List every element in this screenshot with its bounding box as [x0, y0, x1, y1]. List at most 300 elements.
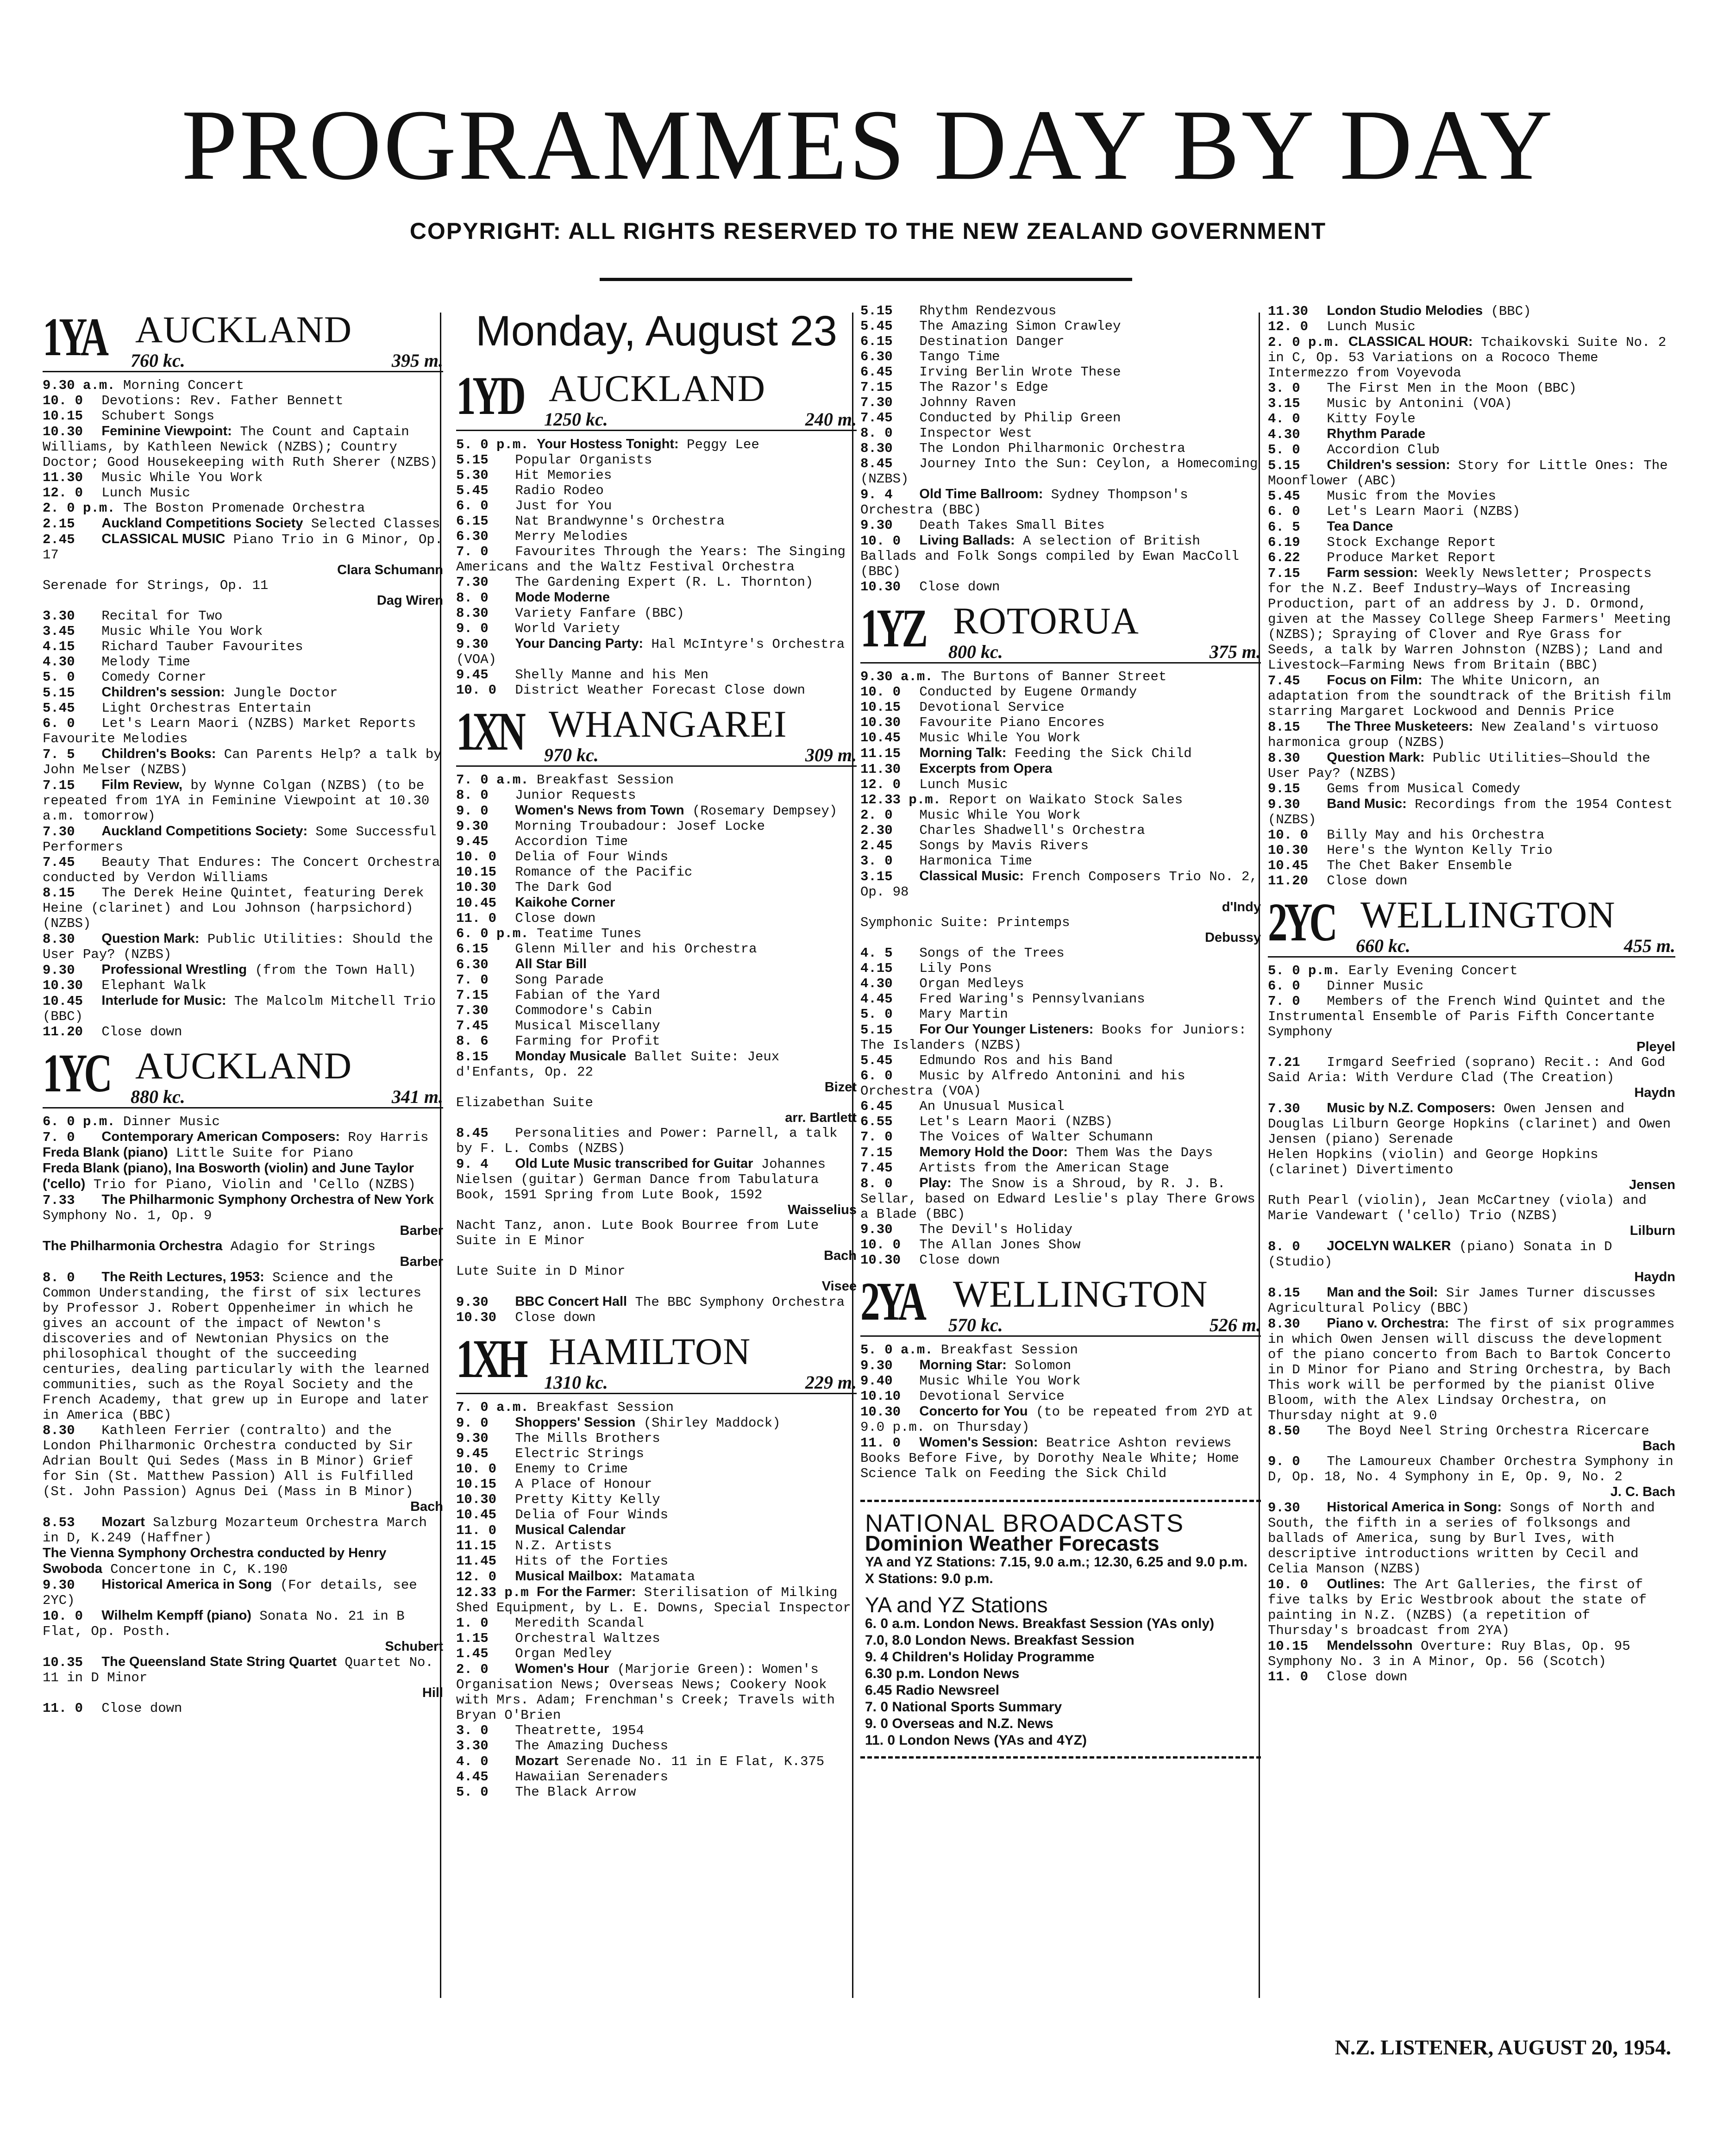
programme-title: Theatrette, 1954 — [515, 1723, 644, 1739]
programme-heading: Women's News from Town — [515, 803, 684, 818]
programme-time: 6.30 — [860, 349, 893, 364]
programme-entry — [456, 1753, 857, 1769]
programme-entry — [456, 1538, 857, 1553]
programme-entry — [860, 869, 1261, 915]
programme-time: 9.30 a.m. — [43, 378, 115, 393]
ya-yz-heading: YA and YZ Stations — [865, 1593, 1048, 1617]
programme-time: 9.45 — [456, 667, 489, 683]
programme-title: Music While You Work — [101, 624, 263, 639]
station-wavelength: 341 m. — [391, 1086, 443, 1107]
programme-title: Devotions: Rev. Father Bennett — [101, 393, 344, 408]
programme-title: Shelly Manne and his Men — [515, 667, 709, 683]
programme-time: 4.30 — [860, 976, 893, 991]
programme-time: 7.15 — [456, 988, 489, 1003]
programme-title: Little Suite for Piano — [176, 1146, 353, 1161]
programme-time: 4.15 — [43, 639, 75, 654]
programme-heading: The Three Musketeers: — [1327, 719, 1473, 734]
programme-time: 6. 0 — [43, 716, 75, 731]
programme-heading: Freda Blank (piano) — [43, 1145, 168, 1160]
programme-entry — [860, 1160, 1261, 1176]
programme-entry — [43, 1515, 443, 1546]
national-line: 9. 0 Overseas and N.Z. News — [865, 1716, 1053, 1731]
station-frequency: 800 kc. — [948, 641, 1003, 662]
programme-entry — [43, 501, 443, 516]
programme-composer: Haydn — [1634, 1085, 1675, 1100]
programme-title: Johnny Raven — [919, 395, 1016, 410]
programme-title: Edmundo Ros and his Band — [919, 1053, 1113, 1068]
programme-title: Salzburg Mozarteum Orchestra March in D, K.249 (Haffner) — [43, 1515, 427, 1546]
programme-title: Close down — [919, 1252, 1000, 1268]
programme-heading: BBC Concert Hall — [515, 1294, 627, 1309]
programme-heading: Outlines: — [1327, 1577, 1385, 1591]
footer-credit: N.Z. LISTENER, AUGUST 20, 1954. — [1335, 2035, 1671, 2059]
programme-composer: Waisselius — [788, 1202, 857, 1218]
programme-entry — [860, 1145, 1261, 1160]
programme-time: 6.30 — [456, 529, 489, 545]
programme-heading: For the Farmer: — [537, 1584, 636, 1600]
programme-entry — [456, 849, 857, 864]
programme-time: 6.22 — [1268, 550, 1300, 565]
programme-time: 6. 0 p.m. — [43, 1114, 115, 1129]
programme-entry — [1268, 827, 1675, 843]
programme-title: Symphonic Suite: Printemps — [860, 915, 1070, 930]
programme-title: Romance of the Pacific — [515, 864, 693, 880]
programme-time: 3. 0 — [860, 853, 893, 869]
programme-time: 10.30 — [1268, 843, 1309, 858]
programme-time: 10.30 — [456, 1310, 497, 1326]
programme-time: 2.30 — [860, 823, 893, 838]
station-city: AUCKLAND — [135, 308, 352, 351]
programme-title: Kitty Foyle — [1327, 411, 1416, 426]
programme-time: 9.30 a.m. — [860, 669, 933, 684]
programme-entry — [43, 1129, 443, 1145]
programme-entry — [456, 895, 857, 911]
programme-heading: The Philharmonic Symphony Orchestra of New York — [101, 1192, 434, 1207]
programme-title: Sterilisation of Milking Shed Equipment, by L. E. Downs, Special Inspector — [456, 1585, 851, 1616]
programme-entry — [456, 621, 857, 636]
programme-entry — [456, 911, 857, 926]
programme-time: 10. 0 — [456, 1461, 497, 1477]
programme-entry — [860, 761, 1261, 777]
programme-time: 7.30 — [456, 575, 489, 590]
programme-heading: Auckland Competitions Society: — [101, 824, 308, 839]
programme-time: 5. 0 — [860, 1007, 893, 1022]
programme-heading: Question Mark: — [1327, 750, 1425, 765]
programme-heading: Historical America in Song — [101, 1577, 272, 1592]
programme-title: Produce Market Report — [1327, 550, 1496, 565]
programme-time: 10.30 — [860, 715, 901, 730]
programme-title: The White Unicorn, an adaptation from the soundtrack of the British film starring Margaret Lockwood and Dennis Price — [1268, 673, 1671, 719]
programme-title: Early Evening Concert — [1348, 963, 1518, 978]
programme-entry — [1268, 978, 1675, 994]
station-call-sign: 1YD — [456, 365, 523, 426]
programme-time: 8. 6 — [456, 1033, 489, 1049]
programme-title: Irmgard Seefried (soprano) Recit.: And God Said Aria: With Verdure Clad (The Creation) — [1268, 1055, 1666, 1085]
programme-title: The Black Arrow — [515, 1785, 636, 1800]
programme-title: Favourite Piano Encores — [919, 715, 1105, 730]
programme-heading: Film Review, — [101, 777, 183, 792]
programme-list-1ya — [43, 378, 443, 1039]
programme-time: 3. 0 — [456, 1723, 489, 1739]
programme-entry — [456, 880, 857, 895]
programme-title: Music by Antonini (VOA) — [1327, 396, 1512, 411]
station-city: HAMILTON — [549, 1330, 751, 1373]
programme-time: 2. 0 — [860, 808, 893, 823]
programme-entry — [860, 1114, 1261, 1129]
programme-title: Delia of Four Winds — [515, 849, 669, 865]
programme-heading: Concerto for You — [919, 1404, 1028, 1419]
national-broadcasts-box — [860, 1500, 1261, 1759]
programme-time: 2. 0 p.m. — [1268, 335, 1341, 350]
national-line: 6.45 Radio Newsreel — [865, 1683, 1000, 1698]
station-call-sign: 2YA — [860, 1271, 923, 1332]
programme-composer: Clara Schumann — [337, 563, 443, 577]
programme-entry — [1268, 1147, 1675, 1193]
programme-title: Music by Alfredo Antonini and his Orchestra (VOA) — [860, 1068, 1185, 1099]
programme-entry — [43, 1654, 443, 1701]
programme-title: Peggy Lee — [687, 437, 759, 453]
programme-entry — [1268, 858, 1675, 873]
programme-heading: Living Ballads: — [919, 533, 1015, 548]
programme-composer: Pleyel — [1636, 1039, 1675, 1054]
programme-time: 11.45 — [456, 1553, 497, 1569]
programme-time: 3.15 — [1268, 396, 1300, 411]
national-line: 9. 4 Children's Holiday Programme — [865, 1649, 1095, 1665]
programme-title: Breakfast Session — [941, 1342, 1078, 1358]
programme-title: The Gardening Expert (R. L. Thornton) — [515, 575, 814, 590]
programme-time: 9.30 — [860, 1222, 893, 1237]
column-1 — [43, 303, 443, 1998]
programme-time: 10.15 — [456, 1477, 497, 1492]
programme-list-1yc — [43, 1114, 443, 1716]
programme-entry — [860, 976, 1261, 991]
programme-title: Glenn Miller and his Orchestra — [515, 941, 757, 957]
programme-time: 10.30 — [43, 978, 83, 993]
programme-title: Enemy to Crime — [515, 1461, 628, 1477]
programme-heading: Piano v. Orchestra: — [1327, 1316, 1449, 1331]
programme-title: Let's Learn Maori (NZBS) — [919, 1114, 1113, 1129]
programme-entry — [456, 636, 857, 667]
programme-entry — [43, 608, 443, 624]
programme-time: 10.15 — [456, 864, 497, 880]
programme-title: Orchestral Waltzes — [515, 1631, 660, 1647]
programme-time: 9.30 — [860, 1358, 893, 1373]
programme-title: Organ Medleys — [919, 976, 1024, 991]
programme-time: 8.30 — [1268, 1316, 1300, 1332]
programme-time: 7. 0 a.m. — [456, 1400, 529, 1415]
programme-entry — [43, 824, 443, 855]
programme-time: 5.45 — [1268, 488, 1300, 504]
programme-title: Recital for Two — [101, 608, 223, 624]
programme-time: 8.15 — [1268, 1285, 1300, 1301]
programme-time: 7.45 — [43, 855, 75, 870]
programme-title: The Devil's Holiday — [919, 1222, 1073, 1237]
programme-entry — [43, 746, 443, 777]
programme-composer: Bach — [1642, 1439, 1675, 1453]
programme-time: 2. 0 p.m. — [43, 501, 115, 516]
programme-title: Death Takes Small Bites — [919, 518, 1105, 533]
programme-time: 9. 4 — [456, 1157, 489, 1172]
programme-time: 9.30 — [456, 1431, 489, 1446]
programme-title: Piano Trio in G Minor, Op. 17 — [43, 532, 443, 563]
programme-time: 9.45 — [456, 1446, 489, 1462]
national-broadcasts-title: NATIONAL BROADCASTS — [865, 1509, 1184, 1537]
programme-entry — [456, 483, 857, 498]
programme-heading: Focus on Film: — [1327, 673, 1423, 688]
programme-time: 7.15 — [43, 778, 75, 793]
programme-entry — [456, 1522, 857, 1538]
station-wavelength: 395 m. — [391, 350, 443, 371]
programme-title: Just for You — [515, 498, 612, 514]
programme-time: 8. 0 — [860, 426, 893, 441]
station-frequency: 1250 kc. — [544, 409, 608, 430]
programme-entry — [43, 624, 443, 639]
station-header-1xh — [456, 1328, 857, 1394]
programme-entry — [43, 1192, 443, 1239]
programme-entry — [860, 518, 1261, 533]
programme-time: 6.15 — [456, 941, 489, 957]
programme-heading: Monday Musicale — [515, 1049, 627, 1064]
programme-time: 3.30 — [456, 1738, 489, 1754]
programme-heading: Mode Moderne — [515, 590, 610, 605]
programme-title: Charles Shadwell's Orchestra — [919, 823, 1145, 838]
programme-entry — [456, 606, 857, 621]
programme-title: Breakfast Session — [537, 1400, 674, 1415]
programme-title: (from the Town Hall) — [255, 963, 416, 978]
programme-entry — [1268, 334, 1675, 381]
programme-title: Report on Waikato Stock Sales — [949, 792, 1183, 808]
programme-title: Harmonica Time — [919, 853, 1033, 869]
programme-heading: Women's Session: — [919, 1435, 1038, 1450]
national-line: 7. 0 National Sports Summary — [865, 1699, 1062, 1715]
programme-time: 10.15 — [43, 408, 83, 424]
programme-entry — [456, 1507, 857, 1522]
programme-entry — [860, 1222, 1261, 1237]
programme-entry — [1268, 426, 1675, 442]
programme-entry — [43, 1145, 443, 1161]
programme-time: 8.30 — [1268, 751, 1300, 766]
programme-entry — [43, 1608, 443, 1654]
station-header-1yc — [43, 1043, 443, 1108]
station-call-sign: 2YC — [1268, 892, 1335, 952]
programme-list-1xn — [456, 772, 857, 1325]
programme-time: 10. 0 — [860, 533, 901, 549]
programme-title: The Boyd Neel String Orchestra Ricercare — [1327, 1423, 1649, 1439]
programme-time: 2.45 — [860, 838, 893, 853]
programme-entry — [43, 393, 443, 408]
programme-title: Variety Fanfare (BBC) — [515, 606, 684, 621]
programme-title: Public Utilities: Should the User Pay? (NZBS) — [43, 932, 433, 962]
station-wavelength: 375 m. — [1209, 641, 1261, 662]
programme-title: Beauty That Endures: The Concert Orchestra conducted by Verdon Williams — [43, 855, 440, 885]
programme-heading: JOCELYN WALKER — [1327, 1239, 1451, 1253]
programme-time: 10.45 — [43, 994, 83, 1009]
programme-time: 3.30 — [43, 608, 75, 624]
programme-title: The Malcolm Mitchell Trio (BBC) — [43, 994, 436, 1024]
programme-title: Gems from Musical Comedy — [1327, 781, 1521, 796]
programme-entry — [43, 962, 443, 978]
programme-time: 6.15 — [860, 334, 893, 349]
programme-entry — [1268, 781, 1675, 796]
programme-title: Radio Rodeo — [515, 483, 604, 499]
programme-time: 7.45 — [456, 1018, 489, 1034]
programme-entry — [860, 961, 1261, 976]
programme-title: Merry Melodies — [515, 529, 628, 545]
station-call-sign: 1YA — [43, 307, 106, 367]
national-line: 6. 0 a.m. London News. Breakfast Session (YAs only) — [865, 1616, 1215, 1631]
programme-time: 7. 0 — [456, 544, 489, 560]
programme-entry — [456, 468, 857, 483]
programme-time: 5. 0 — [456, 1785, 489, 1800]
programme-entry — [43, 378, 443, 393]
programme-time: 10. 0 — [1268, 827, 1309, 843]
programme-title: Members of the French Wind Quintet and the Instrumental Ensemble of Paris Fifth Concertante Symphony — [1268, 994, 1666, 1039]
programme-title: District Weather Forecast Close down — [515, 683, 805, 698]
programme-time: 5.15 — [860, 303, 893, 319]
programme-entry — [43, 931, 443, 962]
programme-entry — [456, 529, 857, 544]
programme-title: The Voices of Walter Schumann — [919, 1129, 1153, 1145]
programme-time: 4.45 — [860, 991, 893, 1007]
programme-entry — [456, 819, 857, 834]
programme-time: 5.15 — [456, 452, 489, 468]
programme-title: The Derek Heine Quintet, featuring Derek Heine (clarinet) and Lou Johnson (harpsichord) (NZBS) — [43, 885, 424, 931]
programme-title: Music from the Movies — [1327, 488, 1496, 504]
programme-time: 10.30 — [860, 1404, 901, 1420]
programme-title: The Count and Captain Williams, by Kathleen Newick (NZBS); Country Doctor; Good Housekeeping with Ruth Sherer (NZBS) — [43, 424, 438, 470]
programme-entry — [860, 715, 1261, 730]
programme-entry — [1268, 565, 1675, 673]
programme-heading: Memory Hold the Door: — [919, 1145, 1068, 1159]
programme-title: Selected Classes — [311, 516, 440, 532]
programme-time: 8.30 — [43, 932, 75, 947]
station-header-2ya — [860, 1271, 1261, 1337]
programme-title: Weekly Newsletter; Prospects for the N.Z. Beef Industry—Ways of Increasing Production, part of an address by J. D. Ormond, given at the Massey College Sheep Farmers' Meeting (NZBS); Spraying of Clover and Rye Grass for Seeds, a talk by Warren Johnston (NZBS); Land and Livestock—Farming News from Britain (BBC) — [1268, 566, 1671, 673]
programme-entry — [1268, 1500, 1675, 1577]
programme-title: Pretty Kitty Kelly — [515, 1492, 660, 1508]
programme-title: Lunch Music — [1327, 319, 1416, 334]
programme-time: 7.33 — [43, 1193, 75, 1208]
programme-title: The Amazing Duchess — [515, 1738, 669, 1754]
programme-time: 8.30 — [860, 441, 893, 456]
programme-title: Tchaikovski Suite No. 2 in C, Op. 53 Variations on a Rococo Theme Intermezzo from Voyevoda — [1268, 335, 1667, 381]
programme-title: Morning Concert — [123, 378, 244, 393]
programme-title: Nat Brandwynne's Orchestra — [515, 513, 725, 529]
programme-title: Public Utilities—Should the User Pay? (NZBS) — [1268, 751, 1650, 781]
programme-title: Delia of Four Winds — [515, 1507, 669, 1523]
programme-time: 10.30 — [43, 424, 83, 439]
programme-heading: Music by N.Z. Composers: — [1327, 1101, 1496, 1115]
programme-title: (Rosemary Dempsey) — [692, 803, 838, 819]
programme-title: The Allan Jones Show — [919, 1237, 1081, 1252]
programme-entry — [1268, 1285, 1675, 1316]
programme-entry — [1268, 1239, 1675, 1285]
programme-title: Elizabethan Suite — [456, 1095, 593, 1111]
station-header-2yc — [1268, 892, 1675, 958]
programme-entry — [1268, 1423, 1675, 1454]
programme-entry — [860, 946, 1261, 961]
programme-entry — [43, 1270, 443, 1423]
station-frequency: 760 kc. — [131, 350, 185, 371]
programme-title: Music While You Work — [919, 808, 1081, 823]
programme-entry — [1268, 873, 1675, 889]
programme-heading: Musical Mailbox: — [515, 1569, 623, 1584]
programme-entry — [1268, 1316, 1675, 1423]
programme-title: Quartet No. 11 in D Minor — [43, 1655, 433, 1685]
programme-time: 6. 5 — [1268, 520, 1300, 535]
programme-title: Songs of the Trees — [919, 946, 1065, 961]
programme-entry — [860, 395, 1261, 410]
programme-entry — [860, 991, 1261, 1007]
programme-heading: Contemporary American Composers: — [101, 1129, 340, 1144]
programme-title: An Unusual Musical — [919, 1099, 1065, 1114]
programme-entry — [860, 853, 1261, 869]
programme-time: 5.45 — [860, 319, 893, 334]
programme-time: 3. 0 — [1268, 381, 1300, 396]
programme-entry — [860, 1068, 1261, 1099]
national-line: 6.30 p.m. London News — [865, 1666, 1020, 1681]
programme-time: 5.45 — [43, 701, 75, 716]
station-frequency: 880 kc. — [131, 1086, 185, 1107]
programme-time: 11. 0 — [43, 1701, 83, 1716]
programme-title: Science and the Common Understanding, the first of six lectures by Professor J. Robert Oppenheimer in which he gives an account of the impact of Newton's discoveries and of Newtonian Physics on the philosophical thought of the succeeding centuries, dealing particularly with the learned communities, such as the Royal Society and the French Academy, that grew up in Europe and later in America (BBC) — [43, 1270, 430, 1423]
programme-entry — [1268, 719, 1675, 750]
programme-entry — [1268, 396, 1675, 411]
programme-heading: The Reith Lectures, 1953: — [101, 1270, 264, 1284]
programme-entry — [456, 1461, 857, 1477]
programme-entry — [1268, 843, 1675, 858]
programme-entry — [1268, 519, 1675, 535]
station-call-sign: 1YZ — [860, 598, 925, 658]
programme-time: 10. 0 — [43, 393, 83, 408]
programme-entry — [860, 380, 1261, 395]
programme-title: The Snow is a Shroud, by R. J. B. Sellar, based on Edward Leslie's play There Grows a Blade (BBC) — [860, 1176, 1255, 1222]
programme-title: Accordion Time — [515, 834, 628, 850]
programme-time: 6. 0 — [1268, 978, 1300, 994]
programme-title: Close down — [515, 1310, 596, 1326]
programme-title: (piano) Sonata in D (Studio) — [1268, 1239, 1612, 1270]
programme-entry — [860, 1358, 1261, 1373]
programme-composer: Barber — [400, 1223, 443, 1238]
programme-time: 9. 0 — [1268, 1454, 1300, 1469]
programme-heading: Morning Star: — [919, 1358, 1007, 1372]
programme-entry — [43, 1546, 443, 1577]
programme-time: 5.45 — [860, 1053, 893, 1068]
programme-entry — [1268, 1055, 1675, 1101]
programme-time: 8.15 — [43, 885, 75, 901]
programme-title: Hits of the Forties — [515, 1553, 669, 1569]
programme-entry — [456, 926, 857, 941]
programme-entry — [456, 1156, 857, 1218]
programme-entry — [43, 424, 443, 470]
programme-entry — [860, 533, 1261, 579]
programme-title: Sonata No. 21 in B Flat, Op. Posth. — [43, 1609, 405, 1639]
programme-entry — [860, 792, 1261, 808]
programme-composer: d'Indy — [1222, 900, 1261, 914]
programme-heading: For Our Younger Listeners: — [919, 1022, 1094, 1037]
page-title: PROGRAMMES DAY BY DAY — [181, 89, 1555, 201]
programme-time: 7.15 — [1268, 566, 1300, 581]
programme-entry — [860, 1435, 1261, 1481]
programme-entry — [43, 470, 443, 485]
programme-time: 6.45 — [860, 364, 893, 380]
programme-entry — [456, 1785, 857, 1800]
programme-entry — [1268, 1577, 1675, 1638]
weather-x-times: X Stations: 9.0 p.m. — [865, 1571, 993, 1586]
programme-heading: Mendelssohn — [1327, 1638, 1413, 1653]
station-frequency: 660 kc. — [1356, 935, 1410, 956]
programme-entry — [43, 1114, 443, 1129]
